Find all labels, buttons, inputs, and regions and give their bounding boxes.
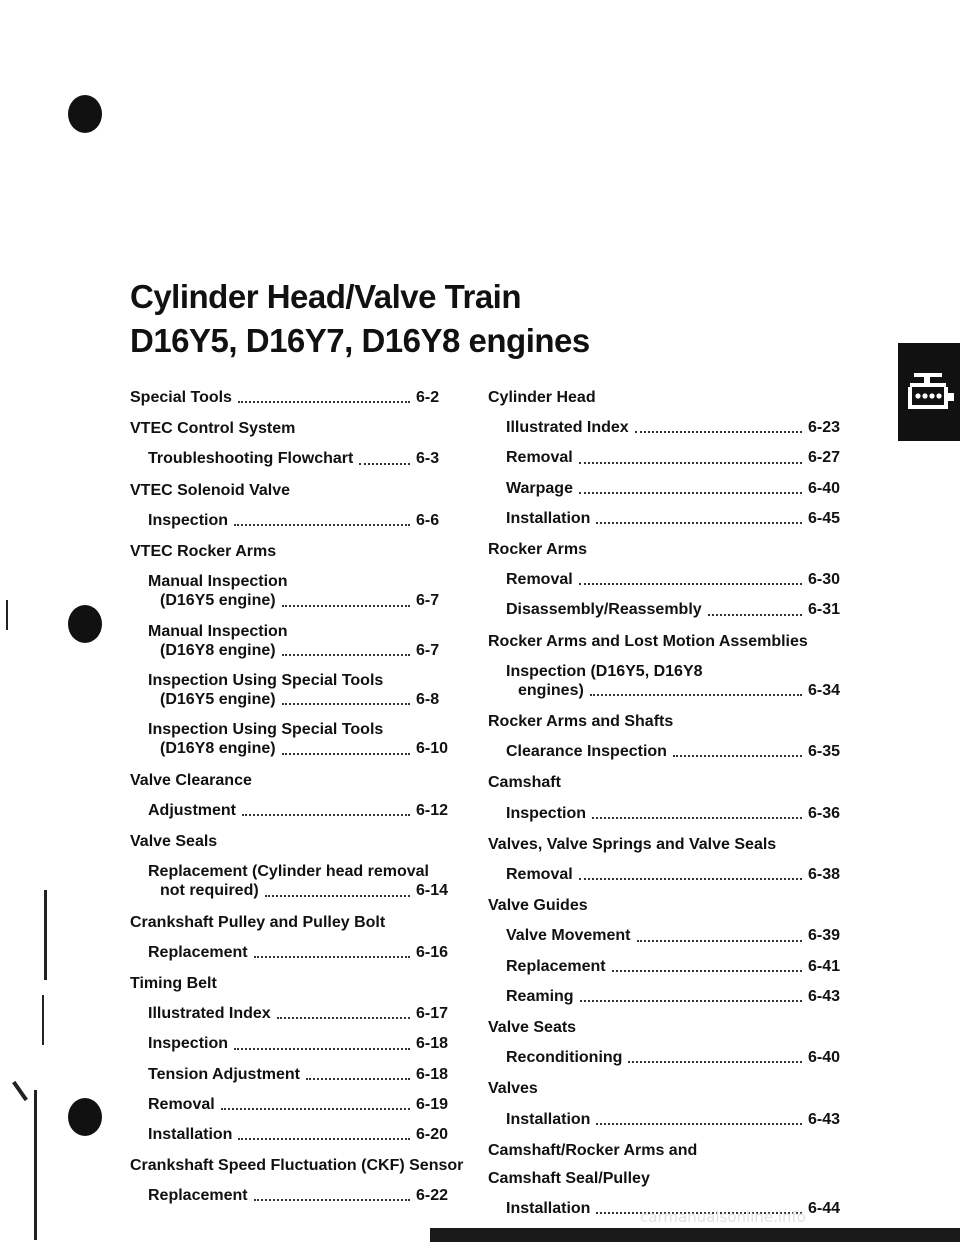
toc-entry-label: Replacement (506, 957, 606, 975)
toc-entry-page: 6-27 (808, 449, 841, 467)
toc-entry-label: Cylinder Head (488, 389, 596, 406)
toc-entry (488, 632, 848, 651)
dot-leader (234, 1048, 410, 1050)
toc-entry-label: (D16Y8 engine) (160, 641, 276, 659)
toc-entry-label: Removal (506, 449, 573, 467)
toc-entry-label: Disassembly/Reassembly (506, 601, 702, 619)
toc-entry (488, 509, 848, 528)
toc-entry (488, 1141, 848, 1160)
dot-leader (579, 583, 802, 585)
toc-entry (488, 835, 848, 854)
toc-entry-label: Valve Seals (130, 833, 218, 850)
toc-entry (130, 511, 456, 530)
toc-entry-label: Installation (506, 509, 591, 527)
dot-leader (628, 1061, 802, 1063)
dot-leader (254, 1199, 410, 1201)
dot-leader (579, 878, 802, 880)
toc-entry (130, 832, 456, 851)
toc-entry-page: 6-41 (808, 957, 841, 975)
dot-leader (242, 814, 410, 816)
dot-leader (637, 940, 803, 942)
dot-leader (590, 694, 802, 696)
toc-entry (130, 481, 456, 500)
toc-entry-page: 6-23 (808, 419, 841, 437)
toc-entry-page: 6-7 (416, 592, 440, 610)
toc-entry (130, 1004, 456, 1023)
toc-entry (130, 771, 456, 790)
toc-entry-page: 6-19 (416, 1095, 449, 1113)
toc-entry (130, 1156, 464, 1175)
scan-bottom-band (430, 1228, 960, 1242)
toc-entry-page: 6-36 (808, 804, 841, 822)
toc-entry-page: 6-22 (416, 1187, 449, 1205)
toc-entry-page: 6-43 (808, 1110, 841, 1128)
toc-entry-label: Inspection (506, 804, 587, 822)
toc-entry-label: Installation (506, 1110, 591, 1128)
dot-leader (306, 1078, 410, 1080)
dot-leader (579, 492, 802, 494)
toc-entry-page: 6-34 (808, 681, 841, 699)
toc-entry-page: 6-35 (808, 743, 841, 761)
toc-entry-page: 6-39 (808, 927, 841, 945)
toc-entry-page: 6-7 (416, 641, 440, 659)
toc-entry-page: 6-16 (416, 943, 449, 961)
toc-entry (130, 1095, 456, 1114)
toc-right-column (488, 388, 848, 1218)
toc-entry-page: 6-8 (416, 691, 440, 709)
toc-entry (130, 542, 456, 561)
dot-leader (635, 431, 802, 433)
toc-entry (488, 742, 848, 761)
toc-entry-label: Illustrated Index (148, 1005, 271, 1023)
dot-leader (579, 462, 802, 464)
section-tab (898, 343, 960, 441)
dot-leader (265, 895, 410, 897)
toc-entry-page: 6-44 (808, 1200, 841, 1218)
toc-entry-label: Valves (488, 1080, 538, 1098)
toc-entry (488, 804, 848, 823)
toc-entry (130, 572, 456, 591)
toc-entry-page: 6-2 (416, 389, 440, 406)
toc-left-column (130, 388, 464, 1205)
toc-entry (130, 671, 456, 690)
toc-entry (130, 419, 456, 438)
toc-entry (130, 913, 456, 932)
toc-entry-label: Removal (148, 1095, 215, 1113)
toc-entry-label: Replacement (148, 943, 248, 961)
toc-entry-page: 6-18 (416, 1065, 449, 1083)
dot-leader (596, 1123, 802, 1125)
toc-entry-label: Timing Belt (130, 974, 217, 992)
toc-entry (488, 388, 848, 407)
dot-leader (282, 654, 410, 656)
toc-entry (130, 739, 456, 758)
toc-entry-label: Inspection (148, 511, 229, 529)
toc-entry-label: Inspection Using Special Tools (148, 671, 384, 689)
binder-hole-bottom (68, 1098, 102, 1136)
binder-hole-middle (68, 605, 102, 643)
dot-leader (596, 522, 802, 524)
toc-entry-label: Tension Adjustment (148, 1065, 300, 1083)
toc-entry-page: 6-45 (808, 509, 841, 527)
toc-entry (488, 600, 848, 619)
page-edge-line (12, 1081, 28, 1101)
toc-entry (488, 1169, 848, 1188)
toc-entry (130, 720, 456, 739)
page-subtitle: D16Y5, D16Y7, D16Y8 engines (130, 322, 590, 359)
toc-entry (130, 974, 456, 993)
toc-entry (130, 449, 456, 468)
toc-entry-label: Rocker Arms (488, 540, 588, 558)
toc-entry-label: Replacement (Cylinder head removal (148, 863, 429, 881)
dot-leader (612, 970, 802, 972)
toc-entry-label: Reconditioning (506, 1049, 623, 1067)
toc-entry-page: 6-3 (416, 450, 440, 468)
engine-icon (904, 369, 956, 415)
toc-entry-label: VTEC Control System (130, 420, 296, 438)
toc-entry-label: Manual Inspection (148, 622, 288, 640)
toc-entry-page: 6-6 (416, 511, 440, 529)
toc-entry (130, 801, 456, 820)
toc-entry (488, 773, 848, 792)
toc-entry-page: 6-20 (416, 1125, 449, 1143)
dot-leader (221, 1108, 410, 1110)
toc-entry-page: 6-40 (808, 479, 841, 497)
dot-leader (359, 463, 410, 465)
toc-entry (488, 418, 848, 437)
toc-entry-page: 6-14 (416, 882, 449, 900)
toc-entry (130, 690, 456, 709)
dot-leader (673, 755, 802, 757)
toc-entry-label: not required) (160, 882, 259, 900)
toc-entry-label: Troubleshooting Flowchart (148, 450, 354, 468)
toc-entry-label: Rocker Arms and Lost Motion Assemblies (488, 632, 808, 650)
toc-entry-page: 6-31 (808, 601, 841, 619)
toc-entry (130, 622, 456, 641)
toc-entry-label: Rocker Arms and Shafts (488, 713, 674, 731)
toc-entry (130, 641, 456, 660)
toc-entry-label: Valves, Valve Springs and Valve Seals (488, 835, 777, 853)
toc-entry-label: engines) (518, 681, 584, 699)
dot-leader (238, 1138, 410, 1140)
toc-entry (488, 1048, 848, 1067)
toc-entry-page: 6-43 (808, 987, 841, 1005)
toc-entry-label: Valve Guides (488, 897, 588, 915)
toc-entry (488, 1079, 848, 1098)
binder-hole-top (68, 95, 102, 133)
toc-entry (488, 926, 848, 945)
toc-entry-label: Crankshaft Speed Fluctuation (CKF) Sensor (130, 1157, 464, 1175)
toc-entry-label: Camshaft (488, 774, 561, 792)
toc-entry-label: Manual Inspection (148, 573, 288, 591)
toc-entry-page: 6-30 (808, 571, 841, 589)
page-edge-line (34, 1090, 37, 1240)
toc-entry-label: Valve Movement (506, 927, 631, 945)
toc-entry (488, 662, 848, 681)
toc-entry (488, 987, 848, 1006)
toc-entry (130, 881, 456, 900)
toc-entry-label: Replacement (148, 1187, 248, 1205)
dot-leader (580, 1000, 802, 1002)
toc-entry (488, 896, 848, 915)
toc-entry (130, 1065, 456, 1084)
toc-entry (488, 957, 848, 976)
toc-entry-label: Removal (506, 866, 573, 883)
toc-entry (130, 1186, 456, 1205)
toc-entry-label: Illustrated Index (506, 419, 629, 437)
toc-entry-label: Inspection (D16Y5, D16Y8 (506, 662, 703, 680)
page-edge-line (42, 995, 44, 1045)
toc-entry (488, 681, 848, 700)
toc-entry (488, 712, 848, 731)
dot-leader (592, 817, 802, 819)
toc-entry (130, 862, 456, 881)
toc-entry-page: 6-40 (808, 1049, 841, 1067)
toc-entry-page: 6-18 (416, 1035, 449, 1053)
toc-entry-page: 6-12 (416, 801, 449, 819)
toc-entry-label: Clearance Inspection (506, 743, 667, 761)
dot-leader (254, 956, 410, 958)
watermark: carmanualsonline.info (640, 1208, 806, 1226)
page-title: Cylinder Head/Valve Train (130, 278, 522, 315)
toc-entry-label: Installation (148, 1125, 233, 1143)
toc-entry (130, 388, 456, 407)
toc-entry (488, 865, 848, 884)
toc-entry-label: Special Tools (130, 389, 232, 406)
toc-entry-page: 6-10 (416, 740, 449, 758)
toc-entry-label: Valve Seats (488, 1018, 577, 1036)
toc-entry-label: Camshaft/Rocker Arms and (488, 1141, 698, 1159)
toc-entry (130, 591, 456, 610)
toc-entry (130, 943, 456, 962)
toc-entry-label: (D16Y5 engine) (160, 691, 276, 709)
toc-entry (130, 1034, 456, 1053)
page-edge-line (6, 600, 8, 630)
toc-entry (488, 1018, 848, 1037)
toc-entry-page: 6-38 (808, 866, 841, 883)
dot-leader (282, 605, 410, 607)
dot-leader (282, 703, 410, 705)
toc-entry-label: (D16Y5 engine) (160, 592, 276, 610)
toc-entry (488, 540, 848, 559)
toc-entry-label: Reaming (506, 987, 574, 1005)
toc-entry-page: 6-17 (416, 1005, 449, 1023)
toc-entry-label: Inspection Using Special Tools (148, 721, 384, 739)
toc-entry-label: Adjustment (148, 801, 236, 819)
toc-entry (488, 570, 848, 589)
toc-entry-label: Inspection (148, 1035, 229, 1053)
toc-entry-label: (D16Y8 engine) (160, 740, 276, 758)
page-edge-line (44, 890, 47, 980)
toc-entry (488, 448, 848, 467)
toc-entry (130, 1125, 456, 1144)
toc-entry (488, 1110, 848, 1129)
toc-entry-label: Camshaft Seal/Pulley (488, 1169, 650, 1187)
dot-leader (708, 614, 802, 616)
dot-leader (282, 753, 410, 755)
toc-entry-label: Warpage (506, 479, 573, 497)
toc-entry-label: Valve Clearance (130, 771, 252, 789)
toc-entry-label: VTEC Solenoid Valve (130, 481, 291, 499)
dot-leader (234, 524, 410, 526)
toc-entry (488, 479, 848, 498)
dot-leader (238, 401, 410, 403)
toc-entry-label: Removal (506, 571, 573, 589)
toc-entry-label: Crankshaft Pulley and Pulley Bolt (130, 913, 386, 931)
toc-entry-label: Installation (506, 1200, 591, 1218)
dot-leader (277, 1017, 410, 1019)
toc-entry-label: VTEC Rocker Arms (130, 542, 277, 560)
